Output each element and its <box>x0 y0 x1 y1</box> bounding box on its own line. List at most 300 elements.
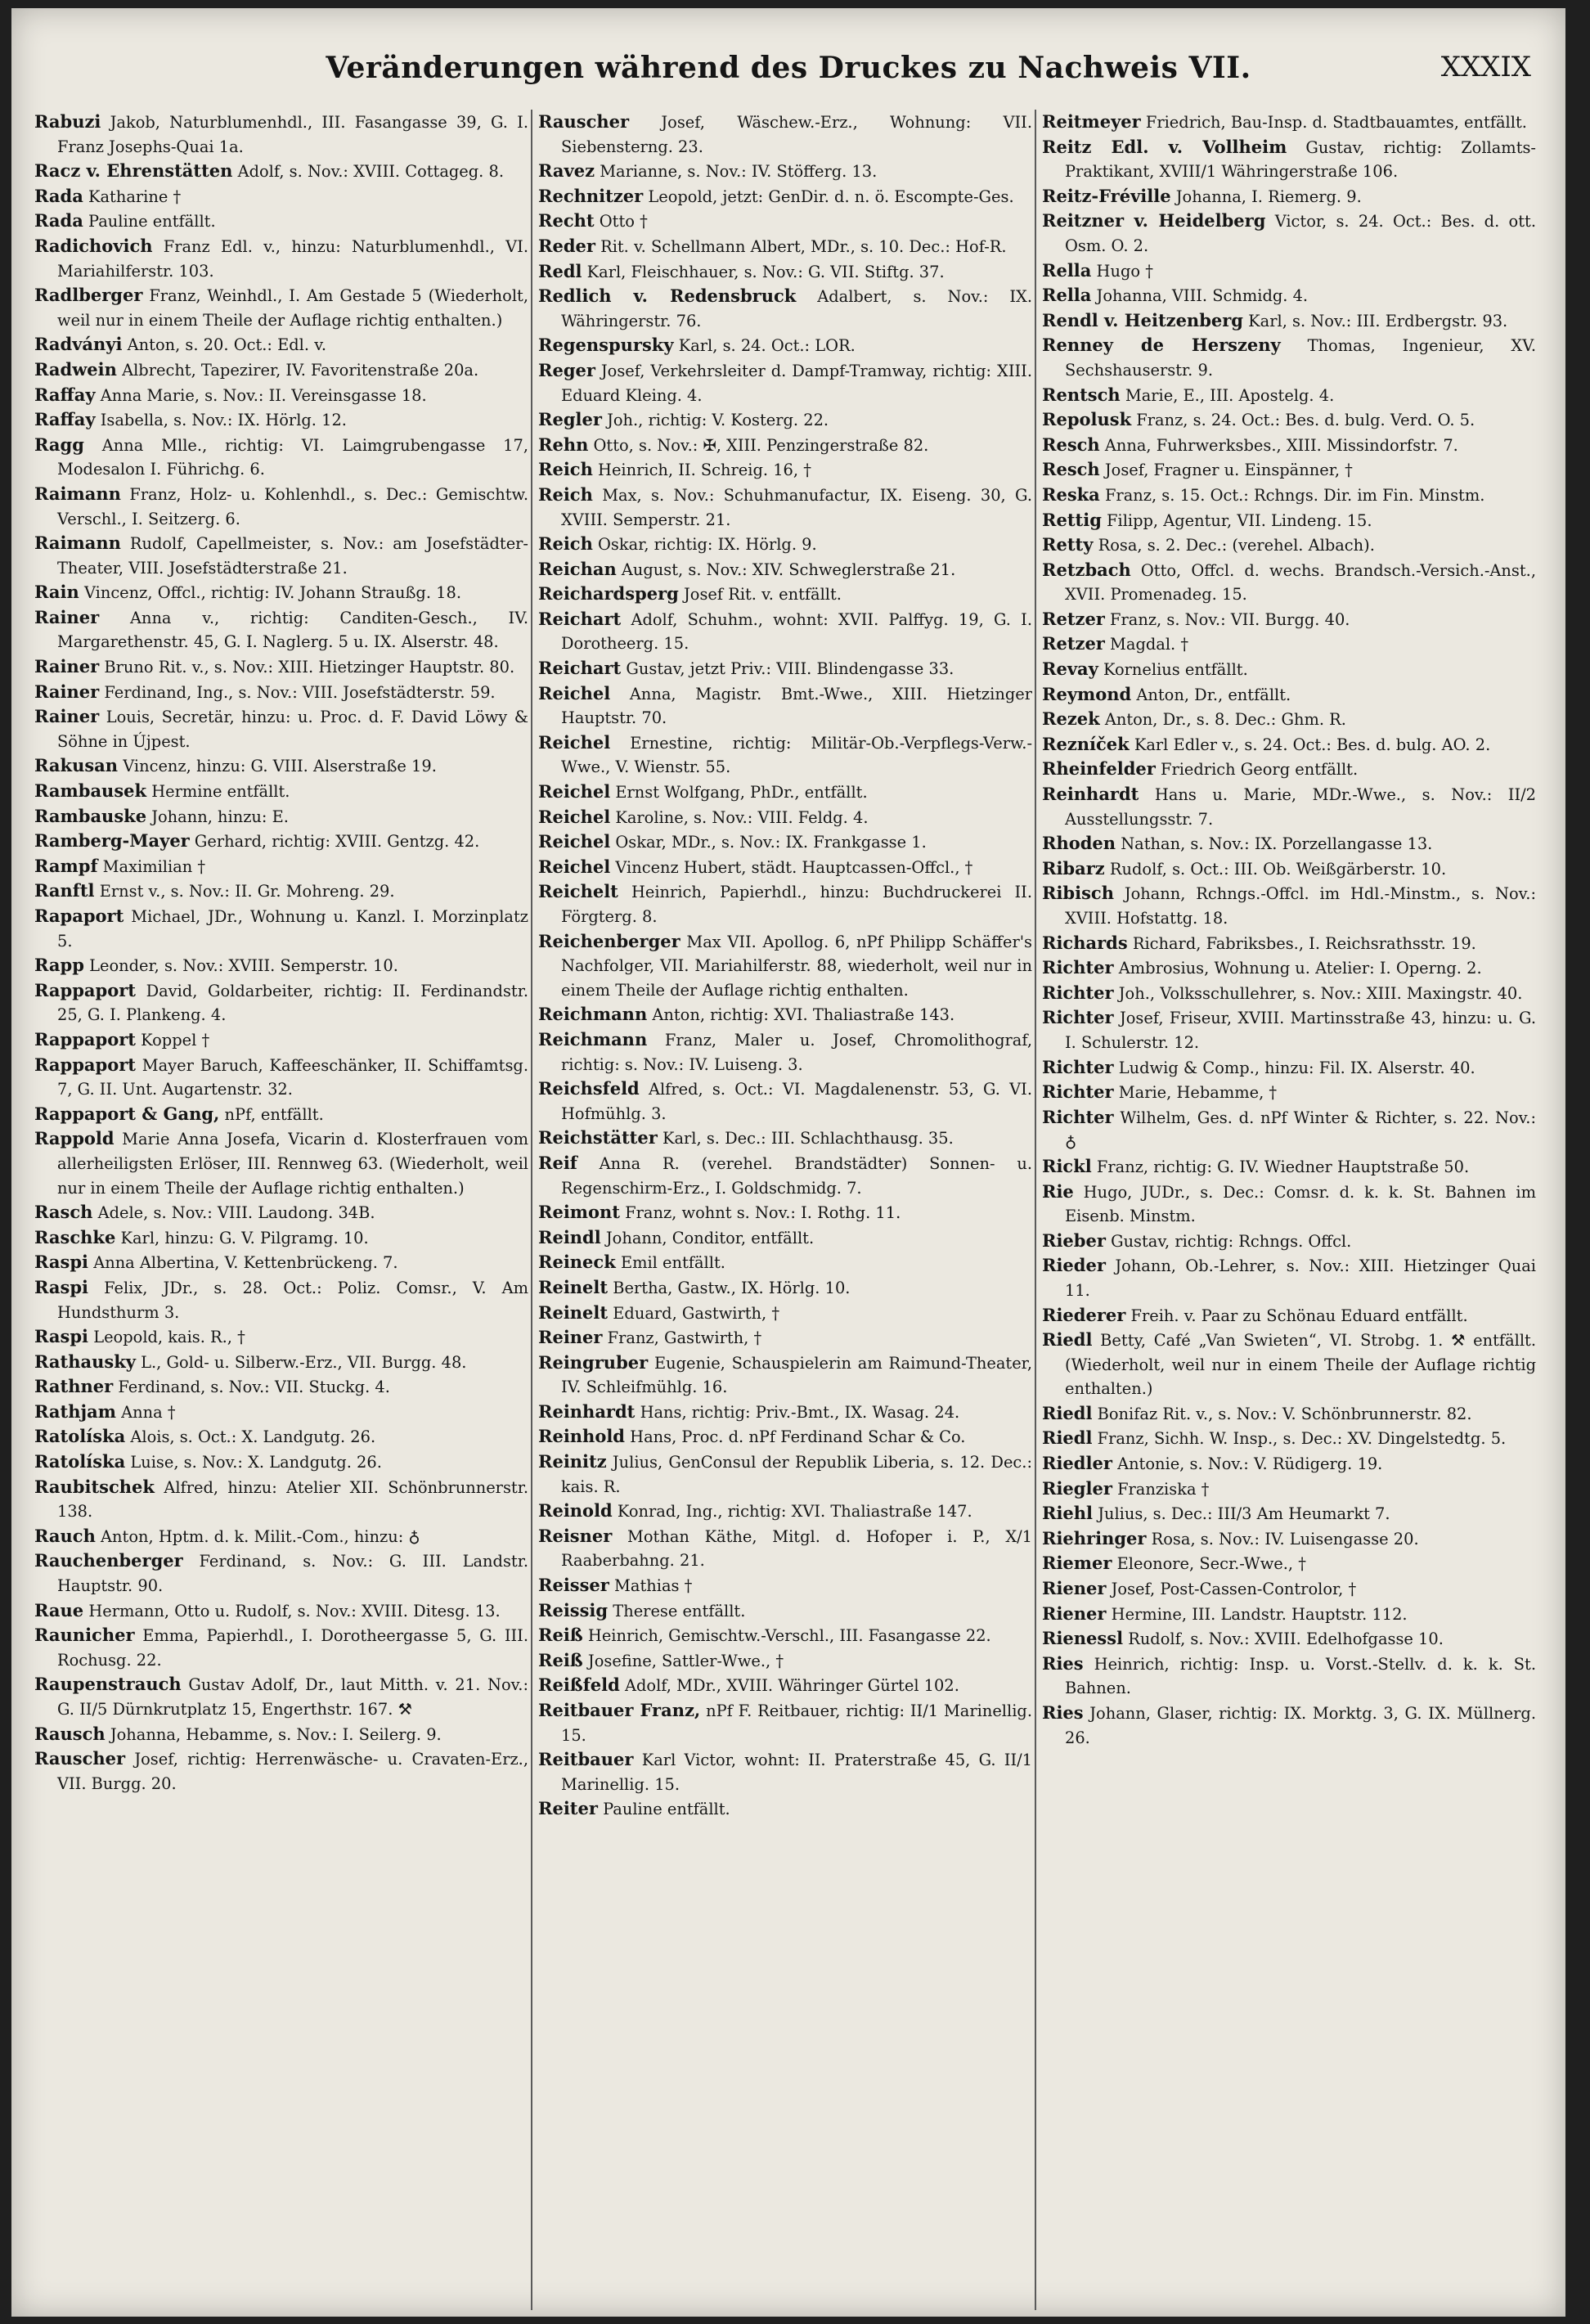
entry-surname: Rainer <box>34 656 100 677</box>
entry-details: Franz, s. 15. Oct.: Rchngs. Dir. im Fin. Minstm. <box>1104 485 1485 505</box>
entry-details: Ernestine, richtig: Militär-Ob.-Verpflegs-Verw.-Wwe., V. Wienstr. 55. <box>561 733 1032 777</box>
entry-details: Alfred, s. Oct.: VI. Magdalenenstr. 53, G. VI. Hofmühlg. 3. <box>561 1080 1032 1123</box>
entry-details: Anton, Hptm. d. k. Milit.-Com., hinzu: ♁ <box>101 1526 420 1546</box>
entry-details: Pauline entfällt. <box>603 1800 730 1819</box>
entry-surname: Richter <box>1042 1056 1114 1077</box>
directory-entry <box>1042 856 1536 882</box>
entry-surname: Rada <box>34 210 83 232</box>
entry-surname: Rappold <box>34 1128 115 1149</box>
entry-surname: Raschke <box>34 1226 116 1247</box>
directory-entry <box>1042 283 1536 308</box>
directory-entry <box>1042 308 1536 334</box>
page-title: Veränderungen während des Druckes zu Nachweis VII. <box>326 51 1251 85</box>
entry-surname: Rain <box>34 582 79 603</box>
entry-surname: Reichmann <box>538 1028 648 1050</box>
entry-details: Gustav, jetzt Priv.: VIII. Blindengasse 33. <box>626 659 954 679</box>
directory-entry <box>1042 1652 1536 1701</box>
directory-entry <box>34 1475 528 1524</box>
entry-details: Gustav, richtig: Rchngs. Offcl. <box>1111 1231 1352 1251</box>
directory-entry <box>538 433 1032 458</box>
directory-entry <box>538 582 1032 607</box>
entry-details: Eugenie, Schauspielerin am Raimund-Theater, IV. Schleifmühlg. 16. <box>561 1353 1032 1397</box>
directory-entry <box>34 159 528 184</box>
entry-details: David, Goldarbeiter, richtig: II. Ferdinandstr. 25, G. I. Plankeng. 4. <box>57 981 528 1025</box>
entry-details: Anna, Magistr. Bmt.-Wwe., XIII. Hietzinger Hauptstr. 70. <box>561 684 1032 728</box>
directory-entry <box>1042 1551 1536 1576</box>
entry-details: Karl Victor, wohnt: II. Praterstraße 45, G. II/1 Marinellig. 15. <box>561 1751 1032 1794</box>
entry-surname: Raspi <box>34 1252 89 1273</box>
directory-entry <box>538 259 1032 285</box>
directory-entry <box>1042 1576 1536 1602</box>
entry-surname: Ries <box>1042 1702 1084 1723</box>
entry-details: Anna Albertina, V. Kettenbrückeng. 7. <box>93 1253 398 1273</box>
entry-surname: Riegler <box>1042 1477 1112 1499</box>
directory-entry <box>34 1324 528 1350</box>
directory-entry <box>34 184 528 209</box>
entry-details: Gustav Adolf, Dr., laut Mitth. v. 21. Nov.: G. II/5 Dürnkrutplatz 15, Engerthstr. 167. ⚒ <box>57 1675 528 1719</box>
entry-details: Anna Mlle., richtig: VI. Laimgrubengasse 17, Modesalon I. Führichg. 6. <box>57 435 528 479</box>
entry-surname: Rauch <box>34 1525 96 1546</box>
entry-details: Louis, Secretär, hinzu: u. Proc. d. F. David Löwy & Söhne in Újpest. <box>57 708 528 751</box>
entry-surname: Reichel <box>538 831 611 852</box>
entry-details: Oskar, MDr., s. Nov.: IX. Frankgasse 1. <box>615 833 927 852</box>
entry-surname: Ravez <box>538 160 595 182</box>
entry-details: nPf F. Reitbauer, richtig: II/1 Marinellig. 15. <box>561 1701 1032 1745</box>
entry-surname: Redlich v. Redensbruck <box>538 285 797 307</box>
entry-details: Johann, Ob.-Lehrer, s. Nov.: XIII. Hietzinger Quai 11. <box>1065 1256 1536 1300</box>
directory-entry <box>1042 333 1536 382</box>
entry-surname: Recht <box>538 210 595 232</box>
column-3 <box>1042 110 1536 2310</box>
directory-entry <box>34 704 528 753</box>
entry-details: Adolf, s. Nov.: XVIII. Cottageg. 8. <box>237 162 505 182</box>
entry-surname: Riedler <box>1042 1453 1112 1474</box>
entry-surname: Rasch <box>34 1202 93 1223</box>
directory-entry <box>34 110 528 159</box>
directory-entry <box>538 1424 1032 1450</box>
entry-details: Betty, Café „Van Swieten“, VI. Strobg. 1. ⚒ entfällt. (Wiederholt, weil nur in einem Theile der Auflage richtig enthalten.) <box>1065 1331 1536 1399</box>
entry-surname: Rie <box>1042 1180 1074 1202</box>
directory-entry <box>34 234 528 283</box>
directory-entry <box>1042 1005 1536 1054</box>
directory-entry <box>1042 383 1536 408</box>
entry-surname: Reichelt <box>538 881 618 902</box>
entry-surname: Raupenstrauch <box>34 1674 182 1695</box>
entry-surname: Rauchenberger <box>34 1550 183 1571</box>
entry-surname: Reska <box>1042 483 1100 505</box>
directory-entry <box>34 605 528 654</box>
entry-details: Isabella, s. Nov.: IX. Hörlg. 12. <box>100 411 347 430</box>
entry-details: Pauline entfällt. <box>88 212 216 232</box>
directory-entry <box>34 1275 528 1324</box>
entry-surname: Ranftl <box>34 880 95 901</box>
entry-details: Josef, Post-Cassen-Controlor, † <box>1111 1580 1357 1599</box>
entry-surname: Reich <box>538 483 593 505</box>
directory-entry <box>1042 558 1536 607</box>
directory-entry <box>538 1126 1032 1151</box>
entry-surname: Reinold <box>538 1500 613 1522</box>
entry-surname: Regler <box>538 409 602 430</box>
directory-entry <box>1042 1626 1536 1652</box>
directory-entry <box>538 1301 1032 1326</box>
directory-entry <box>34 283 528 332</box>
entry-details: Hugo † <box>1096 261 1153 281</box>
entry-details: Vincenz, Offcl., richtig: IV. Johann Straußg. 18. <box>83 583 461 603</box>
column-1 <box>34 110 528 2310</box>
entry-surname: Ratolíska <box>34 1426 126 1447</box>
directory-entry <box>34 978 528 1027</box>
directory-entry <box>1042 1229 1536 1254</box>
directory-entry <box>1042 1701 1536 1750</box>
directory-entry <box>538 483 1032 532</box>
directory-entry <box>34 407 528 433</box>
directory-entry <box>538 656 1032 681</box>
directory-entry <box>34 1623 528 1672</box>
entry-surname: Reichsfeld <box>538 1078 640 1099</box>
entry-details: Luise, s. Nov.: X. Landgutg. 26. <box>130 1453 382 1472</box>
entry-details: Otto † <box>599 212 648 232</box>
directory-entry <box>538 1325 1032 1351</box>
entry-surname: Rathausky <box>34 1351 136 1372</box>
entry-surname: Raue <box>34 1599 84 1621</box>
directory-entry <box>1042 607 1536 632</box>
directory-entry <box>34 383 528 408</box>
entry-details: Ferdinand, Ing., s. Nov.: VIII. Josefstädterstr. 59. <box>104 682 496 702</box>
entry-details: Michael, JDr., Wohnung u. Kanzl. I. Morzinplatz 5. <box>57 907 528 951</box>
entry-details: Marie Anna Josefa, Vicarin d. Klosterfrauen vom allerheiligsten Erlöser, III. Rennweg 63. (Wiederholt, weil nur in einem Theile der Auflage richtig enthalten.) <box>57 1130 528 1198</box>
entry-surname: Richter <box>1042 1106 1114 1127</box>
directory-entry <box>1042 533 1536 558</box>
entry-details: Adolf, Schuhm., wohnt: XVII. Palffyg. 19, G. I. Dorotheerg. 15. <box>561 609 1032 654</box>
entry-surname: Rappaport <box>34 1054 136 1075</box>
directory-entry <box>34 753 528 779</box>
entry-details: Franz, s. Nov.: VII. Burgg. 40. <box>1110 609 1350 629</box>
entry-surname: Reitz Edl. v. Vollheim <box>1042 136 1287 157</box>
entry-surname: Reitzner v. Heidelberg <box>1042 210 1266 232</box>
directory-entry <box>538 1151 1032 1200</box>
entry-details: Magdal. † <box>1110 635 1189 654</box>
entry-details: L., Gold- u. Silberw.-Erz., VII. Burgg. 48. <box>141 1352 467 1372</box>
entry-surname: Racz v. Ehrenstätten <box>34 160 233 182</box>
entry-details: Ambrosius, Wohnung u. Atelier: I. Operng. 2. <box>1118 959 1482 978</box>
entry-surname: Reisner <box>538 1525 613 1546</box>
directory-entry <box>1042 1303 1536 1328</box>
directory-entry <box>538 730 1032 780</box>
directory-entry <box>34 357 528 383</box>
entry-details: Anna v., richtig: Canditen-Gesch., IV. Margarethenstr. 45, G. I. Naglerg. 5 u. IX. Alserstr. 48. <box>57 608 528 652</box>
entry-surname: Reymond <box>1042 683 1132 704</box>
column-divider <box>531 110 532 2310</box>
entry-surname: Richter <box>1042 1007 1114 1028</box>
directory-entry <box>1042 1055 1536 1081</box>
entry-details: Franz, s. 24. Oct.: Bes. d. bulg. Verd. O. 5. <box>1136 411 1475 430</box>
entry-details: Friedrich, Bau-Insp. d. Stadtbauamtes, entfällt. <box>1145 113 1527 132</box>
entry-details: Ludwig & Comp., hinzu: Fil. IX. Alserstr. 40. <box>1118 1058 1475 1077</box>
entry-details: Mothan Käthe, Mitgl. d. Hofoper i. P., X/1 Raaberbahng. 21. <box>561 1526 1032 1571</box>
entry-details: Johanna, I. Riemerg. 9. <box>1175 187 1362 206</box>
entry-surname: Rambauske <box>34 805 147 826</box>
entry-surname: Rendl v. Heitzenberg <box>1042 309 1243 330</box>
directory-entry <box>538 1450 1032 1499</box>
directory-entry <box>538 829 1032 855</box>
directory-entry <box>34 1225 528 1251</box>
entry-surname: Rentsch <box>1042 384 1121 405</box>
entry-details: Franz, Holz- u. Kohlenhdl., s. Dec.: Gemischtw. Verschl., I. Seitzerg. 6. <box>57 484 528 528</box>
entry-surname: Raspi <box>34 1276 89 1297</box>
entry-surname: Resch <box>1042 459 1100 480</box>
entry-surname: Rapp <box>34 955 84 976</box>
entry-surname: Rambausek <box>34 780 147 802</box>
entry-surname: Rella <box>1042 259 1092 281</box>
entry-details: Filipp, Agentur, VII. Lindeng. 15. <box>1107 510 1372 530</box>
entry-details: Hermann, Otto u. Rudolf, s. Nov.: XVIII. Ditesg. 13. <box>88 1601 501 1621</box>
entry-details: Leonder, s. Nov.: XVIII. Semperstr. 10. <box>89 956 398 976</box>
entry-surname: Ragg <box>34 434 84 455</box>
directory-entry <box>34 1450 528 1475</box>
entry-surname: Reichart <box>538 658 622 679</box>
entry-surname: Retzer <box>1042 633 1105 654</box>
entry-surname: Reinitz <box>538 1451 607 1472</box>
entry-details: Joh., richtig: V. Kosterg. 22. <box>607 411 829 430</box>
directory-entry <box>1042 981 1536 1006</box>
directory-entry <box>34 1250 528 1275</box>
entry-details: Johann, Conditor, entfällt. <box>605 1228 815 1247</box>
entry-details: Anton, Dr., entfällt. <box>1136 685 1291 704</box>
directory-entry <box>1042 682 1536 708</box>
directory-entry <box>34 580 528 605</box>
entry-surname: Reinelt <box>538 1276 609 1297</box>
entry-details: Kornelius entfällt. <box>1103 660 1248 680</box>
entry-details: Heinrich, Papierhdl., hinzu: Buchdruckerei II. Förgterg. 8. <box>561 883 1032 926</box>
entry-details: Franz, richtig: G. IV. Wiedner Hauptstraße 50. <box>1096 1157 1470 1176</box>
directory-entry <box>538 532 1032 557</box>
entry-columns <box>34 110 1546 2310</box>
entry-details: Ernst Wolfgang, PhDr., entfällt. <box>615 783 868 802</box>
entry-surname: Riederer <box>1042 1304 1126 1325</box>
directory-entry <box>1042 757 1536 782</box>
directory-entry <box>538 1400 1032 1425</box>
entry-details: Konrad, Ing., richtig: XVI. Thaliastraße 147. <box>617 1502 972 1522</box>
directory-entry <box>1042 1080 1536 1105</box>
entry-surname: Reineck <box>538 1252 616 1273</box>
directory-entry <box>1042 433 1536 458</box>
directory-entry <box>1042 732 1536 757</box>
entry-surname: Regenspursky <box>538 335 674 356</box>
directory-entry <box>34 482 528 531</box>
directory-entry <box>34 654 528 680</box>
directory-entry <box>1042 955 1536 981</box>
directory-entry <box>34 854 528 879</box>
entry-surname: Reiß <box>538 1649 583 1670</box>
entry-details: Max VII. Apollog. 6, nPf Philipp Schäffer's Nachfolger, VII. Mariahilferstr. 88, wiederholt, weil nur in einem Theile der Auflage richtig enthalten. <box>561 932 1032 1000</box>
entry-surname: Raimann <box>34 483 121 504</box>
entry-surname: Ries <box>1042 1652 1084 1674</box>
entry-details: Hans u. Marie, MDr.-Wwe., s. Nov.: II/2 Ausstellungsstr. 7. <box>1065 785 1536 829</box>
directory-entry <box>1042 657 1536 682</box>
entry-surname: Radlberger <box>34 285 143 306</box>
directory-entry <box>34 1126 528 1200</box>
entry-details: Karl, s. 24. Oct.: LOR. <box>678 336 856 356</box>
entry-surname: Reisser <box>538 1575 609 1596</box>
entry-details: Bruno Rit. v., s. Nov.: XIII. Hietzinger Hauptstr. 80. <box>104 658 515 677</box>
directory-entry <box>34 1524 528 1549</box>
entry-details: Bertha, Gastw., IX. Hörlg. 10. <box>613 1278 851 1297</box>
entry-details: Johann, Glaser, richtig: IX. Morktg. 3, G. IX. Müllnerg. 26. <box>1065 1704 1536 1747</box>
entry-surname: Rampf <box>34 855 98 876</box>
entry-surname: Raspi <box>34 1326 89 1347</box>
directory-entry <box>1042 1154 1536 1180</box>
entry-details: Hermine, III. Landstr. Hauptstr. 112. <box>1111 1604 1408 1624</box>
entry-details: Josef Rit. v. entfällt. <box>684 585 842 605</box>
entry-surname: Rickl <box>1042 1155 1092 1176</box>
entry-details: Johanna, Hebamme, s. Nov.: I. Seilerg. 9. <box>110 1724 442 1744</box>
directory-entry <box>34 1746 528 1796</box>
directory-entry <box>1042 1526 1536 1552</box>
entry-details: Franz, Gastwirth, † <box>607 1328 762 1348</box>
entry-surname: Rainer <box>34 706 100 727</box>
entry-details: Gustav, richtig: Zollamts-Praktikant, XVIII/1 Währingerstraße 106. <box>1065 137 1536 182</box>
entry-details: Adolf, MDr., XVIII. Währinger Gürtel 102. <box>624 1676 959 1696</box>
entry-surname: Retty <box>1042 534 1094 555</box>
directory-entry <box>538 1673 1032 1698</box>
entry-surname: Reinhardt <box>538 1400 636 1422</box>
entry-surname: Rapaport <box>34 906 124 926</box>
entry-surname: Rezek <box>1042 708 1100 730</box>
directory-entry <box>1042 931 1536 956</box>
directory-entry <box>538 1698 1032 1747</box>
entry-details: Johann, Rchngs.-Offcl. im Hdl.-Minstm., s. Nov.: XVIII. Hofstattg. 18. <box>1065 884 1536 928</box>
directory-entry <box>34 531 528 580</box>
entry-surname: Reich <box>538 459 593 480</box>
entry-surname: Reichel <box>538 856 611 877</box>
directory-entry <box>34 1598 528 1624</box>
directory-entry <box>34 904 528 953</box>
entry-surname: Raffay <box>34 409 96 430</box>
directory-entry <box>1042 110 1536 135</box>
entry-surname: Richter <box>1042 1081 1114 1103</box>
directory-entry <box>538 110 1032 159</box>
directory-entry <box>538 557 1032 582</box>
entry-details: Oskar, richtig: IX. Hörlg. 9. <box>598 535 817 555</box>
directory-entry <box>1042 782 1536 831</box>
directory-entry <box>1042 632 1536 657</box>
entry-surname: Reinhold <box>538 1426 625 1447</box>
entry-surname: Raunicher <box>34 1625 135 1646</box>
entry-details: Alfred, hinzu: Atelier XII. Schönbrunnerstr. 138. <box>57 1477 528 1522</box>
entry-details: Rosa, s. 2. Dec.: (verehel. Albach). <box>1098 536 1375 555</box>
column-divider <box>1035 110 1036 2310</box>
entry-details: Adele, s. Nov.: VIII. Laudong. 34B. <box>97 1203 375 1223</box>
directory-entry <box>538 1747 1032 1796</box>
entry-surname: Riedl <box>1042 1329 1093 1351</box>
entry-details: Adalbert, s. Nov.: IX. Währingerstr. 76. <box>561 287 1032 330</box>
directory-entry <box>34 680 528 705</box>
entry-details: Therese entfällt. <box>613 1601 746 1621</box>
entry-details: Karl, hinzu: G. V. Pilgramg. 10. <box>120 1228 369 1247</box>
entry-details: Otto, Offcl. d. wechs. Brandsch.-Versich.-Anst., XVII. Promenadeg. 15. <box>1065 560 1536 605</box>
entry-details: Franz, Weinhdl., I. Am Gestade 5 (Wiederholt, weil nur in einem Theile der Auflage richtig enthalten.) <box>57 286 528 330</box>
entry-details: Emma, Papierhdl., I. Dorotheergasse 5, G. III. Rochusg. 22. <box>57 1626 528 1670</box>
entry-surname: Richter <box>1042 982 1114 1003</box>
directory-entry <box>1042 1328 1536 1401</box>
entry-details: August, s. Nov.: XIV. Schweglerstraße 21. <box>621 560 956 579</box>
entry-surname: Rhoden <box>1042 833 1116 854</box>
entry-surname: Rella <box>1042 285 1092 306</box>
directory-entry <box>1042 1426 1536 1451</box>
entry-surname: Retzbach <box>1042 559 1131 580</box>
entry-details: Mayer Baruch, Kaffeeschänker, II. Schiffamtsg. 7, G. II. Unt. Augartenstr. 32. <box>57 1055 528 1099</box>
directory-entry <box>538 1275 1032 1301</box>
directory-entry <box>538 855 1032 880</box>
directory-entry <box>538 805 1032 830</box>
entry-details: Franz, Sichh. W. Insp., s. Dec.: XV. Dingelstedtg. 5. <box>1097 1429 1507 1449</box>
entry-details: Franz, wohnt s. Nov.: I. Rothg. 11. <box>625 1203 901 1223</box>
directory-entry <box>1042 483 1536 508</box>
directory-entry <box>538 457 1032 483</box>
directory-entry <box>538 780 1032 805</box>
entry-details: Anna † <box>121 1402 176 1422</box>
entry-surname: Reichel <box>538 806 611 827</box>
directory-entry <box>538 1002 1032 1027</box>
page-header <box>11 51 1565 97</box>
entry-surname: Riener <box>1042 1603 1107 1624</box>
entry-surname: Reiß <box>538 1625 583 1646</box>
entry-details: Josef, Friseur, XVIII. Martinsstraße 43, hinzu: u. G. I. Schulerstr. 12. <box>1065 1009 1536 1052</box>
entry-details: Rudolf, s. Nov.: XVIII. Edelhofgasse 10. <box>1128 1629 1444 1649</box>
entry-surname: Riehl <box>1042 1503 1094 1524</box>
entry-surname: Reiner <box>538 1327 603 1348</box>
directory-entry <box>34 209 528 234</box>
directory-entry <box>1042 1401 1536 1427</box>
entry-details: Heinrich, II. Schreig. 16, † <box>598 461 811 480</box>
entry-surname: Riehringer <box>1042 1527 1147 1549</box>
entry-surname: Raimann <box>34 533 121 554</box>
directory-entry <box>538 407 1032 433</box>
directory-entry <box>538 1351 1032 1400</box>
directory-entry <box>1042 707 1536 732</box>
entry-surname: Radwein <box>34 358 117 380</box>
entry-details: Anton, richtig: XVI. Thaliastraße 143. <box>652 1005 955 1025</box>
directory-entry <box>34 1374 528 1400</box>
entry-details: Wilhelm, Ges. d. nPf Winter & Richter, s. 22. Nov.: ♁ <box>1065 1108 1536 1152</box>
entry-details: Anton, Dr., s. 8. Dec.: Ghm. R. <box>1104 710 1346 730</box>
entry-surname: Rausch <box>34 1723 106 1744</box>
entry-details: Otto, s. Nov.: ✠, XIII. Penzingerstraße 82. <box>593 435 929 455</box>
entry-details: Josef, Wäschew.-Erz., Wohnung: VII. Siebensterng. 23. <box>561 113 1032 156</box>
entry-surname: Reingruber <box>538 1351 649 1373</box>
entry-surname: Reichel <box>538 682 611 703</box>
entry-surname: Rappaport <box>34 1028 136 1050</box>
entry-details: Freih. v. Paar zu Schönau Eduard entfällt. <box>1130 1306 1468 1325</box>
directory-entry <box>538 1573 1032 1598</box>
directory-entry <box>1042 1477 1536 1502</box>
entry-details: Josef, Verkehrsleiter d. Dampf-Tramway, richtig: XIII. Eduard Kleing. 4. <box>561 361 1032 405</box>
directory-entry <box>538 1200 1032 1225</box>
entry-details: Nathan, s. Nov.: IX. Porzellangasse 13. <box>1121 834 1433 854</box>
directory-entry <box>34 1027 528 1053</box>
directory-entry <box>34 1549 528 1598</box>
entry-details: nPf, entfällt. <box>224 1104 324 1124</box>
entry-surname: Retzer <box>1042 608 1105 629</box>
directory-entry <box>34 829 528 854</box>
entry-surname: Reichel <box>538 731 611 753</box>
entry-details: Ferdinand, s. Nov.: VII. Stuckg. 4. <box>118 1378 390 1397</box>
entry-surname: Reichenberger <box>538 930 680 951</box>
entry-details: Marie, E., III. Apostelg. 4. <box>1125 385 1335 405</box>
directory-entry <box>34 1200 528 1225</box>
directory-entry <box>34 1672 528 1721</box>
entry-details: Hermine entfällt. <box>151 782 290 802</box>
